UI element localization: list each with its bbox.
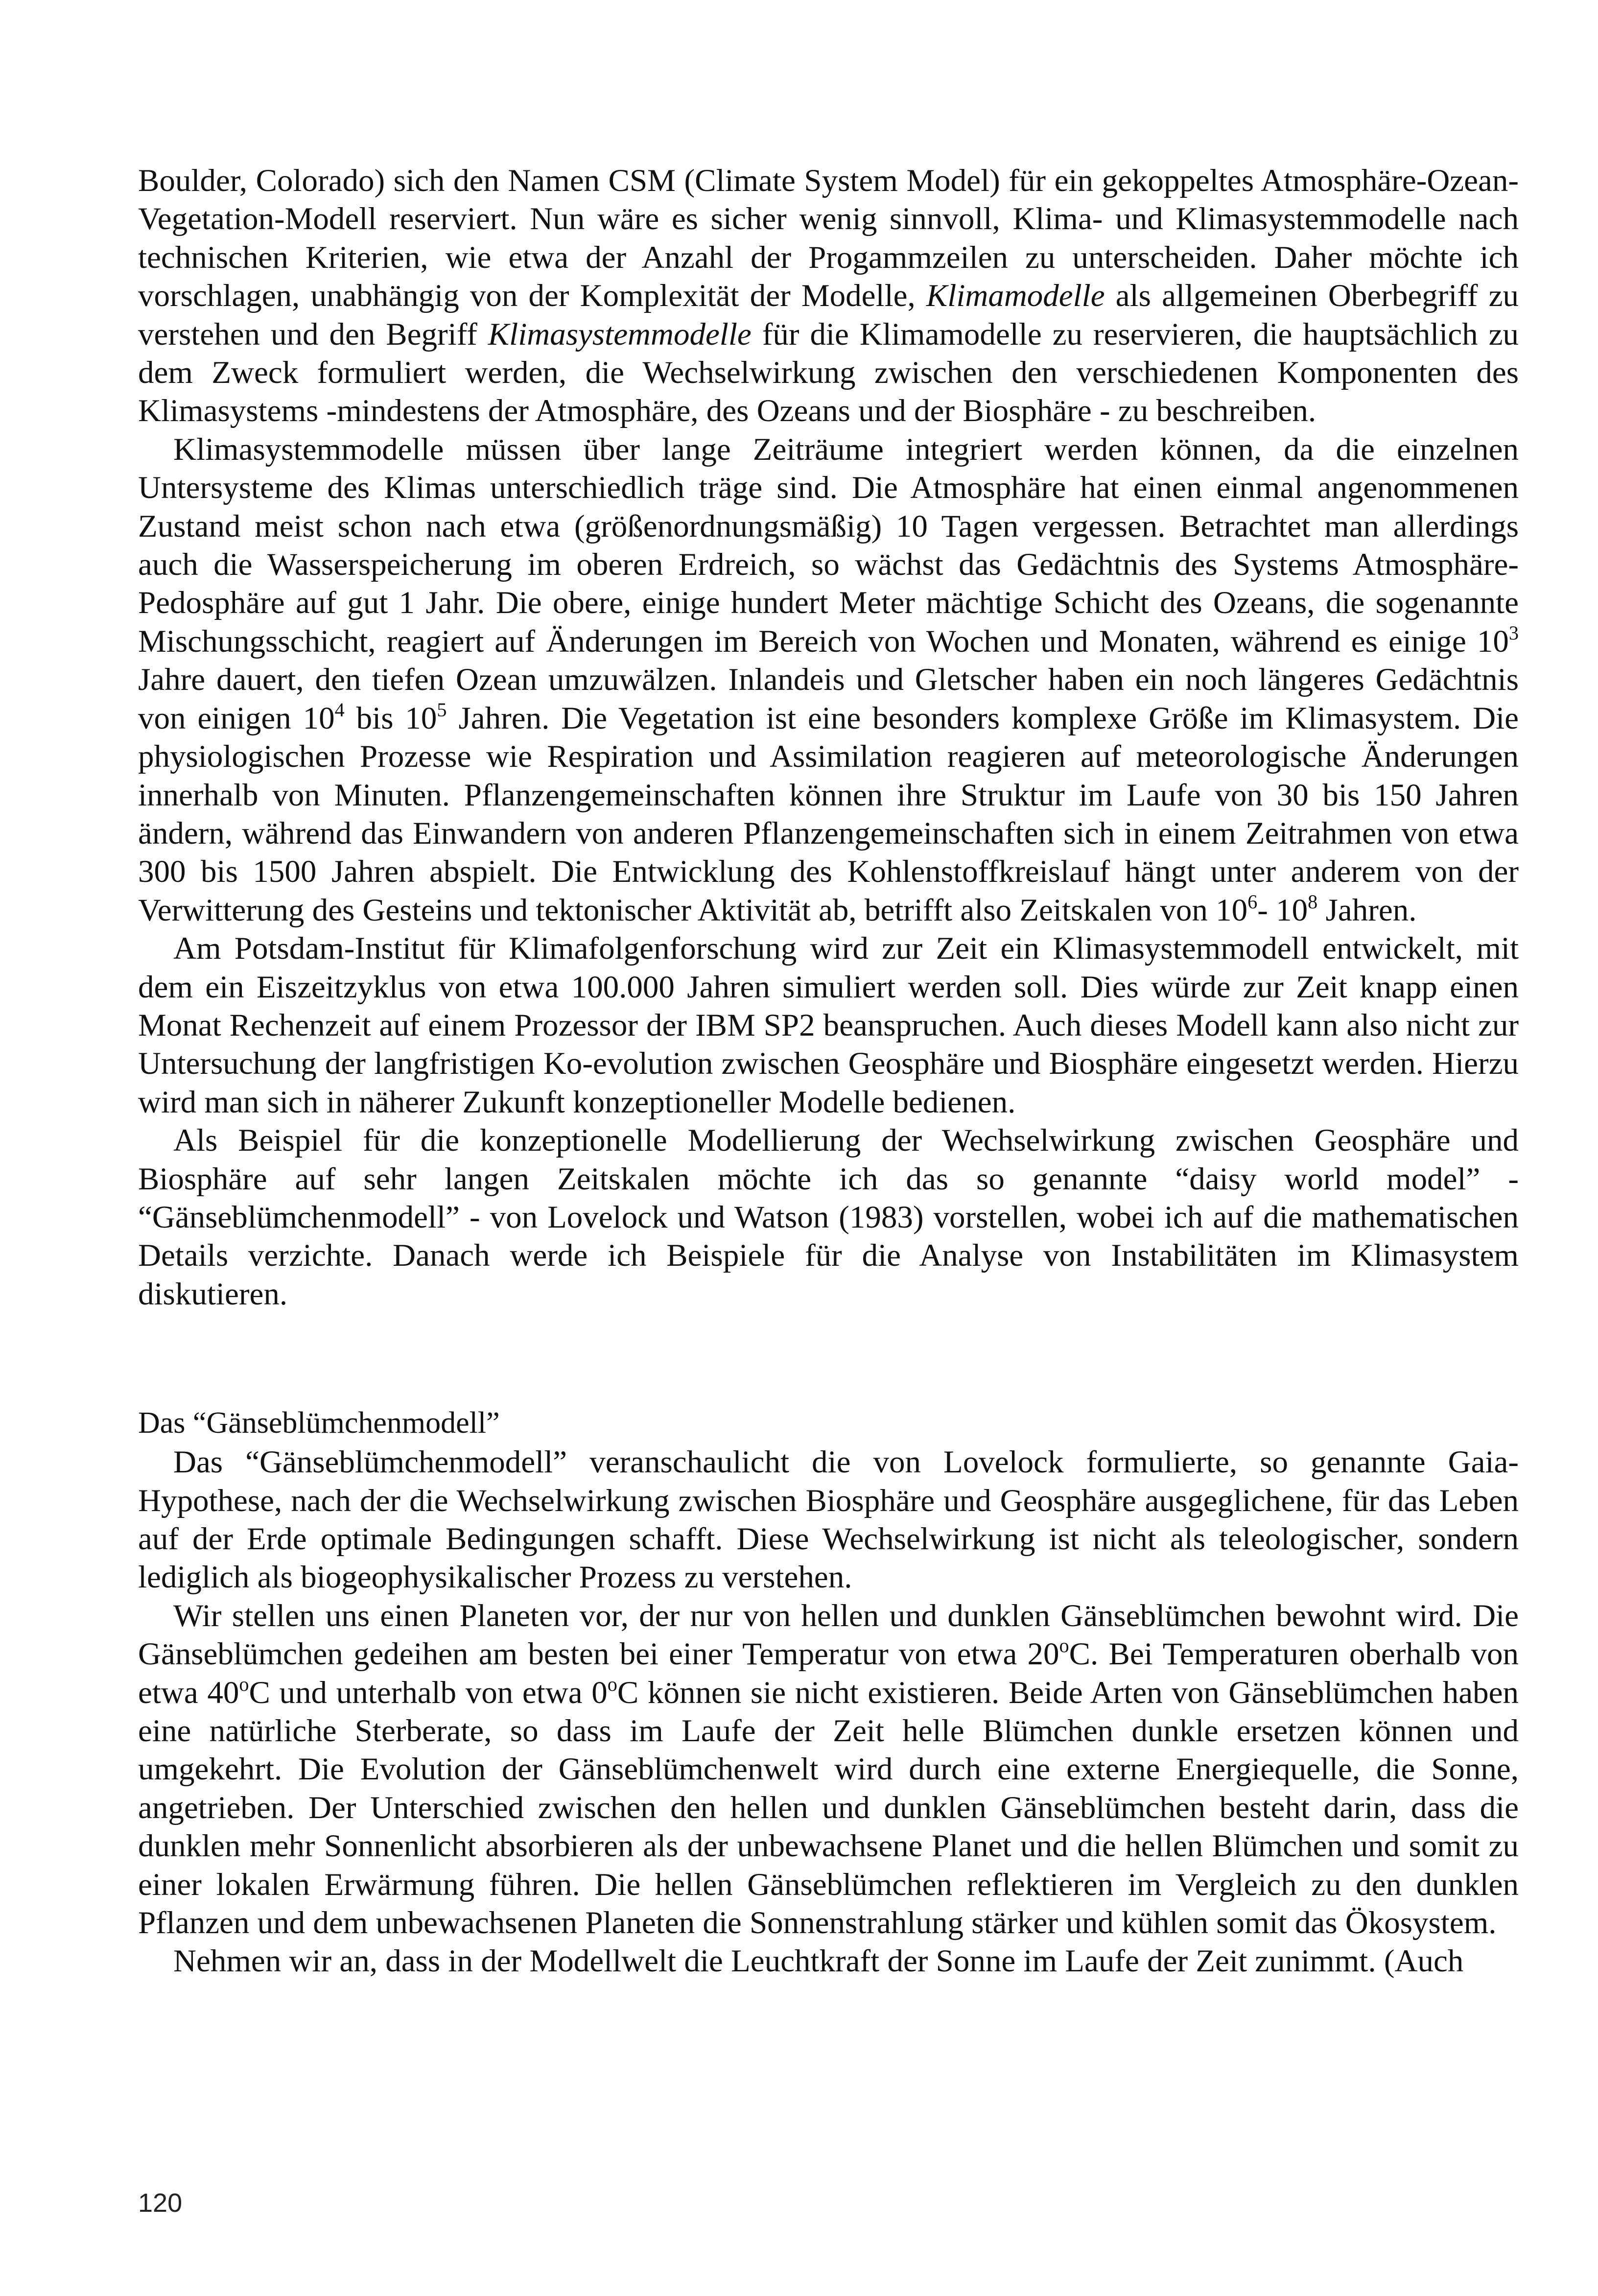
paragraph xyxy=(138,1121,1519,1313)
text-run: C und unterhalb von etwa 0 xyxy=(249,1675,608,1710)
paragraph xyxy=(138,929,1519,1121)
superscript: o xyxy=(1059,1634,1069,1657)
paragraph xyxy=(138,1443,1519,1597)
body-text-block xyxy=(138,162,1519,1313)
text-run: Klimasystemmodelle müssen über lange Zeiträume integriert werden können, da die einzelnen Untersysteme des Klimas unterschiedlich träge sind. Die Atmosphäre hat einen einmal angenommenen Zustand meist schon nach etwa (größenordnungsmäßig) 10 Tagen vergessen. Betrachtet man allerdings auch die Wasserspeicherung im oberen Erdreich, so wächst das Gedächtnis des Systems Atmosphäre-Pedosphäre auf gut 1 Jahr. Die obere, einige hundert Meter mächtige Schicht des Ozeans, die sogenannte Mischungsschicht, reagiert auf Änderungen im Bereich von Wochen und Monaten, während es einige 10 xyxy=(138,431,1519,659)
text-run: - 10 xyxy=(1257,892,1308,928)
text-run: Am Potsdam-Institut für Klimafolgenforschung wird zur Zeit ein Klimasystemmodell entwickelt, mit dem ein Eiszeitzyklus von etwa 100.000 Jahren simuliert werden soll. Dies würde zur Zeit knapp einen Monat Rechenzeit auf einem Prozessor der IBM SP2 beanspruchen. Auch dieses Modell kann also nicht zur Untersuchung der langfristigen Ko-evolution zwischen Geosphäre und Biosphäre eingesetzt werden. Hierzu wird man sich in näherer Zukunft konzeptioneller Modelle bedienen. xyxy=(138,931,1519,1120)
body-text-block xyxy=(138,1443,1519,1981)
emphasized-term: Klimamodelle xyxy=(926,278,1105,314)
text-run: für die Klimamodelle zu reservieren, die hauptsächlich zu dem Zweck formuliert werden, die Wechselwirkung zwischen den verschiedenen Komponenten des Klimasystems -mindestens der Atmosphäre, des Ozeans und der Biosphäre - zu beschreiben. xyxy=(138,316,1519,429)
page-number: 120 xyxy=(138,2188,183,2218)
text-run: Als Beispiel für die konzeptionelle Modellierung der Wechselwirkung zwischen Geosphäre und Biosphäre auf sehr langen Zeitskalen möchte ich das so genannte “daisy world model” - “Gänseblümchenmodell” - von Lovelock und Watson (1983) vorstellen, wobei ich auf die mathematischen Details verzichte. Danach werde ich Beispiele für die Analyse von Instabilitäten im Klimasystem diskutieren. xyxy=(138,1123,1519,1312)
paragraph xyxy=(138,1942,1519,1980)
text-run: Das “Gänseblümchenmodell” veranschaulicht die von Lovelock formulierte, so genannte Gaia-Hypothese, nach der die Wechselwirkung zwischen Biosphäre und Geosphäre ausgeglichene, für das Leben auf der Erde optimale Bedingungen schafft. Diese Wechselwirkung ist nicht als teleologischer, sondern lediglich als biogeophysikalischer Prozess zu verstehen. xyxy=(138,1444,1519,1595)
text-column xyxy=(138,162,1519,1981)
superscript: 3 xyxy=(1508,621,1519,644)
superscript: 8 xyxy=(1308,890,1318,913)
section-heading: Das “Gänseblümchenmodell” xyxy=(138,1406,500,1440)
paragraph xyxy=(138,430,1519,929)
superscript: 6 xyxy=(1247,890,1258,913)
text-run: Boulder, Colorado) sich den Namen CSM (Climate System Model) für ein gekoppeltes Atmosphäre-Ozean-Vegetation-Modell reserviert. Nun wäre es sicher wenig sinnvoll, Klima- und Klimasystemmodelle nach technischen Kriterien, wie etwa der Anzahl der Progammzeilen zu unterscheiden. Daher möchte ich vorschlagen, unabhängig von der Komplexität der Modelle, xyxy=(138,163,1519,314)
emphasized-term: Klimasystemmodelle xyxy=(488,316,752,352)
text-run: Jahren. Die Vegetation ist eine besonders komplexe Größe im Klimasystem. Die physiologischen Prozesse wie Respiration und Assimilation reagieren auf meteorologische Änderungen innerhalb von Minuten. Pflanzengemeinschaften können ihre Struktur im Laufe von 30 bis 150 Jahren ändern, während das Einwandern von anderen Pflanzengemeinschaften sich in einem Zeitrahmen von etwa 300 bis 1500 Jahren abspielt. Die Entwicklung des Kohlenstoffkreislauf hängt unter anderem von der Verwitterung des Gesteins und tektonischer Aktivität ab, betrifft also Zeitskalen von 10 xyxy=(138,700,1519,928)
paragraph xyxy=(138,162,1519,430)
text-run: C. Bei Temperaturen oberhalb von etwa 40 xyxy=(138,1636,1519,1710)
superscript: 5 xyxy=(437,698,447,721)
text-run: Jahren. xyxy=(1317,892,1417,928)
text-run: C können sie nicht existieren. Beide Arten von Gänseblümchen haben eine natürliche Sterberate, so dass im Laufe der Zeit helle Blümchen dunkle ersetzen können und umgekehrt. Die Evolution der Gänseblümchenwelt wird durch eine externe Energiequelle, die Sonne, angetrieben. Der Unterschied zwischen den hellen und dunklen Gänseblümchen besteht darin, dass die dunklen mehr Sonnenlicht absorbieren als der unbewachsene Planet und die hellen Blümchen und somit zu einer lokalen Erwärmung führen. Die hellen Gänseblümchen reflektieren im Vergleich zu den dunklen Pflanzen und dem unbewachsenen Planeten die Sonnenstrahlung stärker und kühlen somit das Ökosystem. xyxy=(138,1675,1519,1941)
text-run: Nehmen wir an, dass in der Modellwelt die Leuchtkraft der Sonne im Laufe der Zeit zunimmt. (Auch xyxy=(173,1943,1464,1979)
text-run: als allgemeinen Oberbegriff zu verstehen und den Begriff xyxy=(138,278,1519,352)
superscript: 4 xyxy=(334,698,345,721)
text-run: Wir stellen uns einen Planeten vor, der nur von hellen und dunklen Gänseblümchen bewohnt wird. Die Gänseblümchen gedeihen am besten bei einer Temperatur von etwa 20 xyxy=(138,1598,1519,1672)
superscript: o xyxy=(239,1673,249,1695)
text-run: bis 10 xyxy=(344,700,437,736)
superscript: o xyxy=(607,1673,617,1695)
paragraph xyxy=(138,1597,1519,1942)
text-run: Jahre dauert, den tiefen Ozean umzuwälzen. Inlandeis und Gletscher haben ein noch längeres Gedächtnis von einigen 10 xyxy=(138,662,1519,736)
